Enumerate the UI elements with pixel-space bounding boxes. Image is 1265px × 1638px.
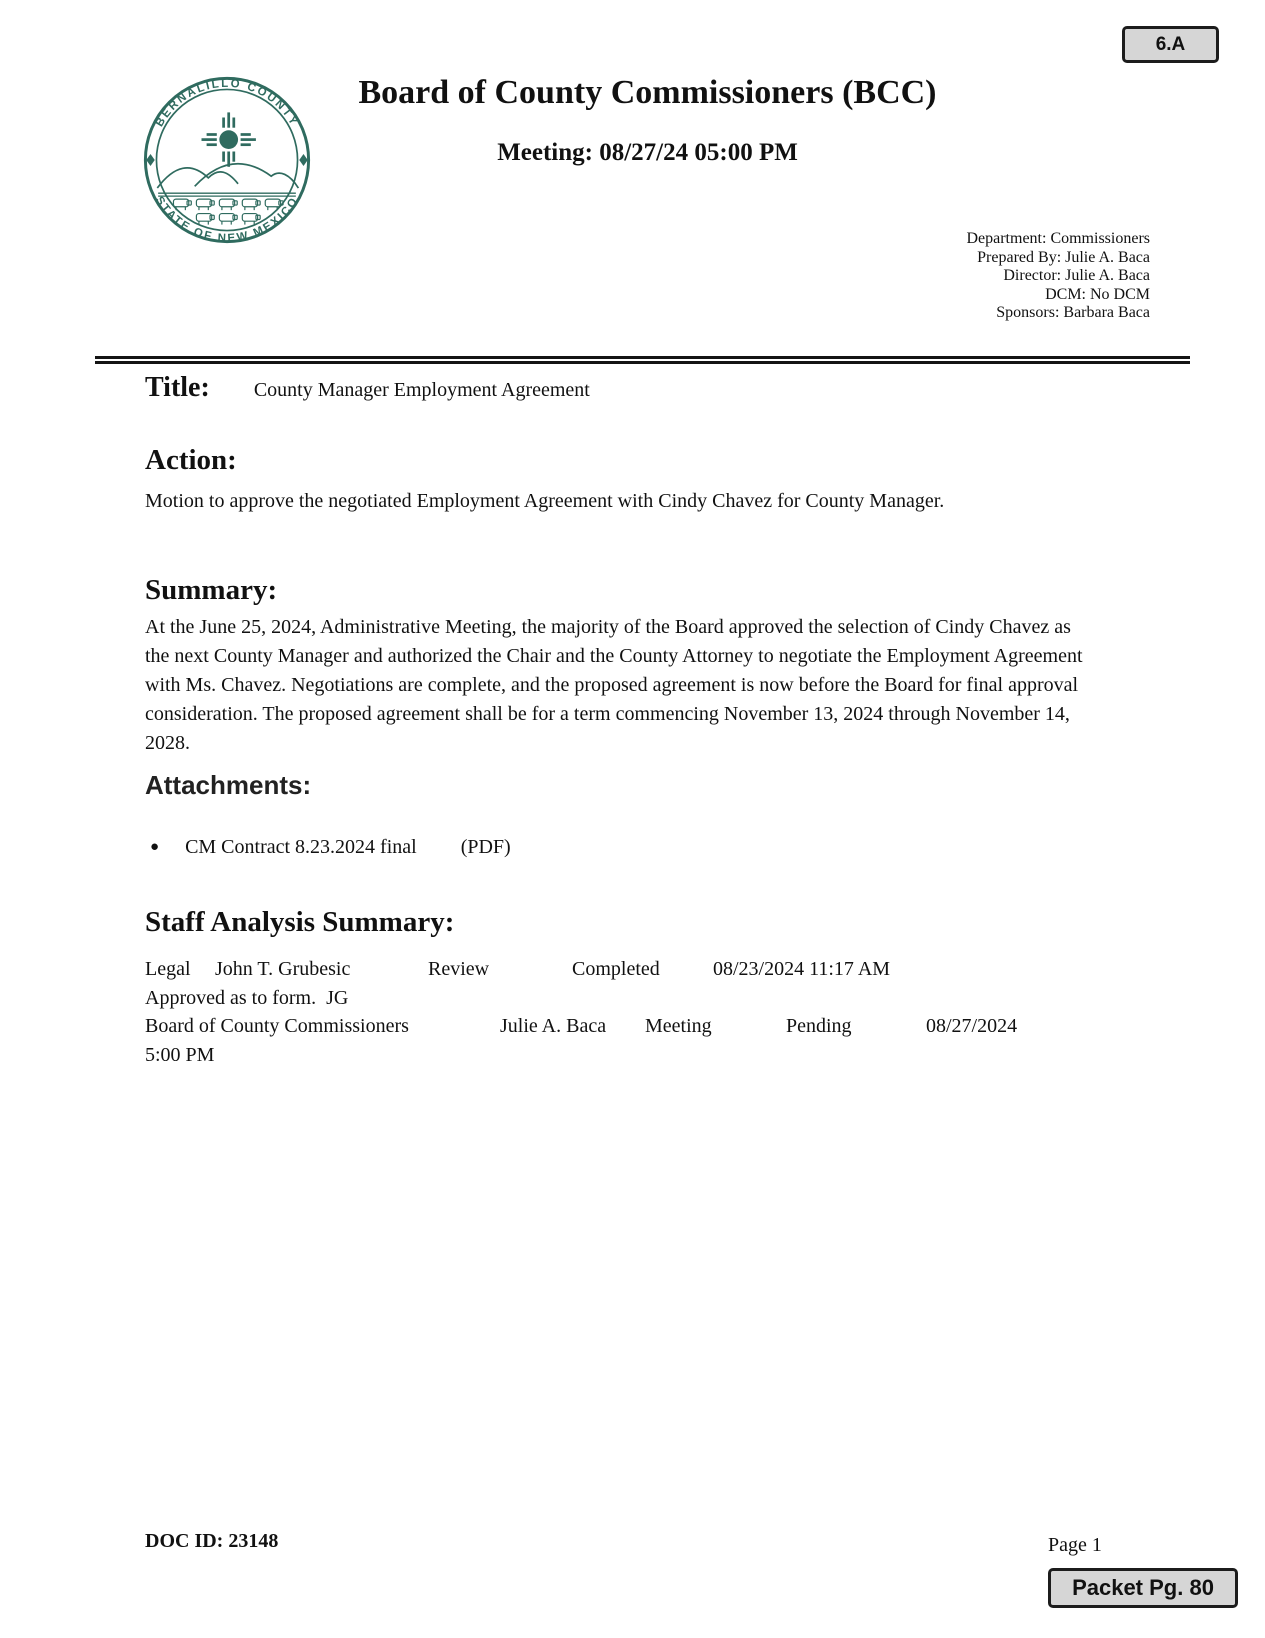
staff-note: 5:00 PM: [145, 1043, 215, 1066]
staff-date: 08/23/2024 11:17 AM: [713, 958, 891, 980]
agenda-item-number-badge[interactable]: 6.A: [1122, 26, 1219, 63]
header-divider: [95, 356, 1190, 364]
table-row: [145, 984, 1145, 1013]
staff-reviewer: Julie A. Baca: [500, 1015, 607, 1037]
meta-director: Director: Julie A. Baca: [1003, 267, 1150, 285]
title-value: County Manager Employment Agreement: [253, 379, 590, 401]
title-section: [145, 372, 590, 404]
action-body: Motion to approve the negotiated Employment Agreement with Cindy Chavez for County Manager.: [145, 490, 945, 512]
staff-status: Pending: [786, 1015, 852, 1037]
summary-heading: Summary:: [145, 574, 278, 606]
staff-step: Review: [428, 958, 490, 980]
seal-bottom-text: STATE OF NEW MEXICO: [152, 194, 302, 245]
seal-ground-lines: [158, 193, 296, 196]
staff-dept: Board of County Commissioners: [145, 1015, 409, 1037]
attachment-name[interactable]: CM Contract 8.23.2024 final: [185, 836, 417, 858]
staff-analysis-table: [145, 955, 1145, 1069]
staff-reviewer: John T. Grubesic: [215, 958, 351, 980]
staff-analysis-heading: Staff Analysis Summary:: [145, 906, 455, 938]
meta-department: Department: Commissioners: [966, 230, 1150, 247]
packet-page-badge[interactable]: Packet Pg. 80: [1048, 1568, 1238, 1608]
seal-top-text: BERNALILLO COUNTY: [153, 77, 301, 129]
staff-date: 08/27/2024: [926, 1015, 1018, 1037]
staff-dept: Legal: [145, 958, 191, 980]
page-title: Board of County Commissioners (BCC): [358, 74, 937, 111]
meeting-datetime: Meeting: 08/27/24 05:00 PM: [497, 139, 798, 166]
meta-prepared-by: Prepared By: Julie A. Baca: [977, 248, 1150, 266]
staff-step: Meeting: [645, 1015, 712, 1037]
meta-dcm: DCM: No DCM: [1045, 285, 1150, 303]
bullet-icon: ●: [150, 839, 160, 855]
staff-note: Approved as to form. JG: [145, 986, 349, 1009]
title-label: Title:: [145, 372, 210, 403]
page-number: Page 1: [1048, 1534, 1102, 1556]
table-row: [145, 1041, 1145, 1070]
meta-sponsors: Sponsors: Barbara Baca: [996, 304, 1150, 322]
attachments-heading: Attachments:: [145, 770, 312, 800]
attachment-filetype: (PDF): [460, 836, 511, 858]
action-heading: Action:: [145, 444, 237, 476]
summary-body: At the June 25, 2024, Administrative Meeting, the majority of the Board approved the selection of Cindy Chavez as the next County Manager and authorized the Chair and the County Attorney to negotiate the Employment Agreement with Ms. Chavez. Negotiations are complete, and the proposed agreement is now before the Board for final approval consideration. The proposed agreement shall be for a term commencing November 13, 2024 through November 14, 2028.: [145, 616, 1083, 754]
table-row: [145, 1012, 1145, 1041]
attachment-list-item[interactable]: [150, 836, 511, 859]
document-meta-block: [966, 230, 1150, 323]
table-row: [145, 955, 1145, 984]
staff-status: Completed: [572, 958, 660, 980]
doc-id: DOC ID: 23148: [145, 1530, 279, 1552]
seal-mountains: [157, 164, 298, 188]
